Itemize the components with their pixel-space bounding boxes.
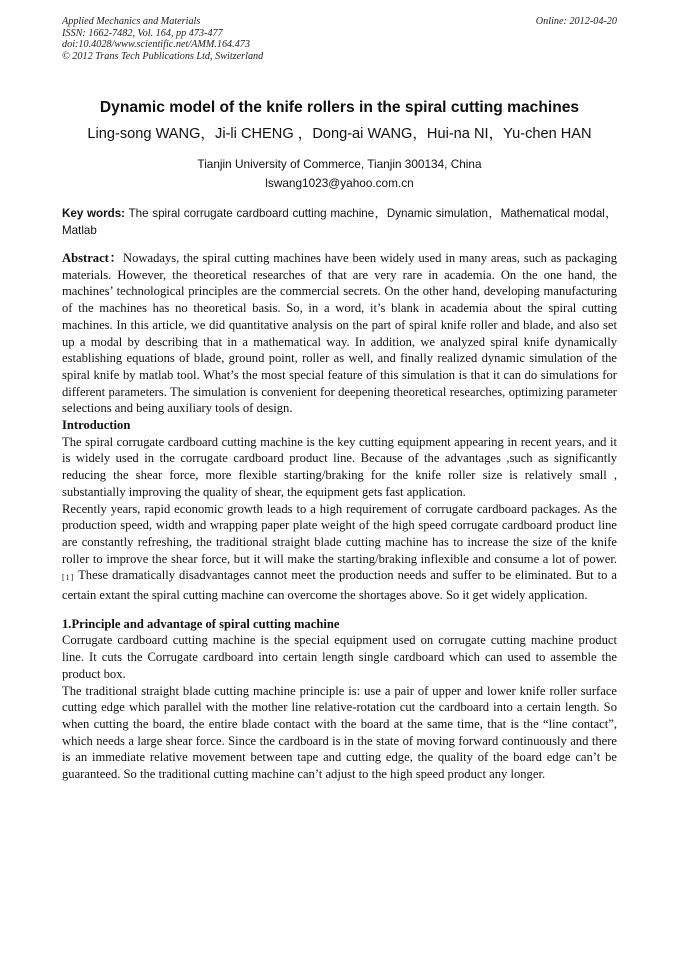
author-list: Ling-song WANG，Ji-li CHENG ，Dong-ai WANG，Hui-na NI，Yu-chen HAN xyxy=(87,126,592,142)
section-1-paragraph-2: The traditional straight blade cutting machine principle is: use a pair of upper and lower knife roller surface cutting edge which parallel with the mother line relative-rotation cut the cardboard into a certain length. So when cutting the board, the entire blade contact with the board at the same time, that is the “line contact”, which needs a large shear force. Since the cardboard is in the state of moving forward continuously and there is an immediate relative movement between tape and cutting edge, the quality of the board edge can’t be guaranteed. So the traditional cutting machine can’t adjust to the high speed product any longer. xyxy=(62,683,617,782)
keywords-label: Key words: xyxy=(62,207,126,220)
journal-doi: doi:10.4028/www.scientific.net/AMM.164.473 xyxy=(62,39,250,51)
intro-p2-text-before: Recently years, rapid economic growth leads to a high requirement of corrugate cardboard packages. As the production speed, width and wrapping paper plate weight of the high speed corrugate cardboard product line are constantly refreshing, the traditional straight blade cutting machine has to increase the size of the knife roller to improve the shear force, but it will make the starting/braking inflexible and consume a lot of power. xyxy=(62,501,617,566)
journal-copyright: © 2012 Trans Tech Publications Ltd, Switzerland xyxy=(62,50,264,62)
introduction-paragraph-2 xyxy=(62,501,617,604)
keywords-text: The spiral corrugate cardboard cutting machine，Dynamic simulation，Mathematical modal，Matlab xyxy=(62,207,617,237)
intro-p2-text-after: These dramatically disadvantages cannot meet the production needs and suffer to be eliminated. But to a certain extant the spiral cutting machine can overcome the shortages above. So it get widely application. xyxy=(62,568,617,603)
section-1-heading: 1.Principle and advantage of spiral cutting machine xyxy=(62,616,340,631)
paper-body xyxy=(62,250,617,783)
journal-name: Applied Mechanics and Materials xyxy=(62,16,201,27)
contact-email: lswang1023@yahoo.com.cn xyxy=(265,176,414,190)
affiliation-block xyxy=(62,155,617,193)
journal-issn: ISSN: 1662-7482, Vol. 164, pp 473-477 xyxy=(62,27,223,39)
section-gap xyxy=(62,604,617,616)
paper-title: Dynamic model of the knife rollers in the spiral cutting machines xyxy=(99,99,580,116)
online-date: Online: 2012-04-20 xyxy=(535,16,617,27)
citation-ref: [1] xyxy=(62,573,75,583)
introduction-paragraph-1: The spiral corrugate cardboard cutting machine is the key cutting equipment appearing in recent years, and it is widely used in the corrugate cardboard product line. Because of the advantages ,such as significantly reducing the shear force, more flexible starting/braking for the knife roller size is relatively small , substantially improving the quality of shear, the equipment gets fast application. xyxy=(62,434,617,499)
abstract-label: Abstract： xyxy=(62,251,123,265)
section-1-paragraph-1: Corrugate cardboard cutting machine is the special equipment used on corrugate cutting machine product line. It cuts the Corrugate cardboard into certain length single cardboard which can used to assemble the product box. xyxy=(62,633,617,681)
journal-header xyxy=(62,16,617,62)
abstract-text: Nowadays, the spiral cutting machines have been widely used in many areas, such as packaging materials. However, the theoretical researches of that are very rare in academia. On the one hand, the machines’ technological principles are the commercial secrets. On the other hand, developing manufacturing of the machines has no theoretical basis. So, in a word, it’s blank in academia about the spiral cutting machines. In this article, we did quantitative analysis on the part of spiral knife roller and blade, and also set up a modal by describing that in a mathematical way. In addition, we analyzed spiral knife dynamically establishing equations of blade, ground point, roller as well, and finally realized dynamic simulation of the spiral knife by matlab tool. What’s the most special feature of this simulation is that it can do simulations for different parameters. The simulation is convenient for deepening theoretical researches, optimizing parameter selections and being auxiliary tools of design. xyxy=(62,251,618,416)
keywords xyxy=(62,205,617,239)
abstract xyxy=(62,250,617,417)
introduction-heading: Introduction xyxy=(62,418,131,433)
affiliation: Tianjin University of Commerce, Tianjin 300134, China xyxy=(197,157,482,171)
